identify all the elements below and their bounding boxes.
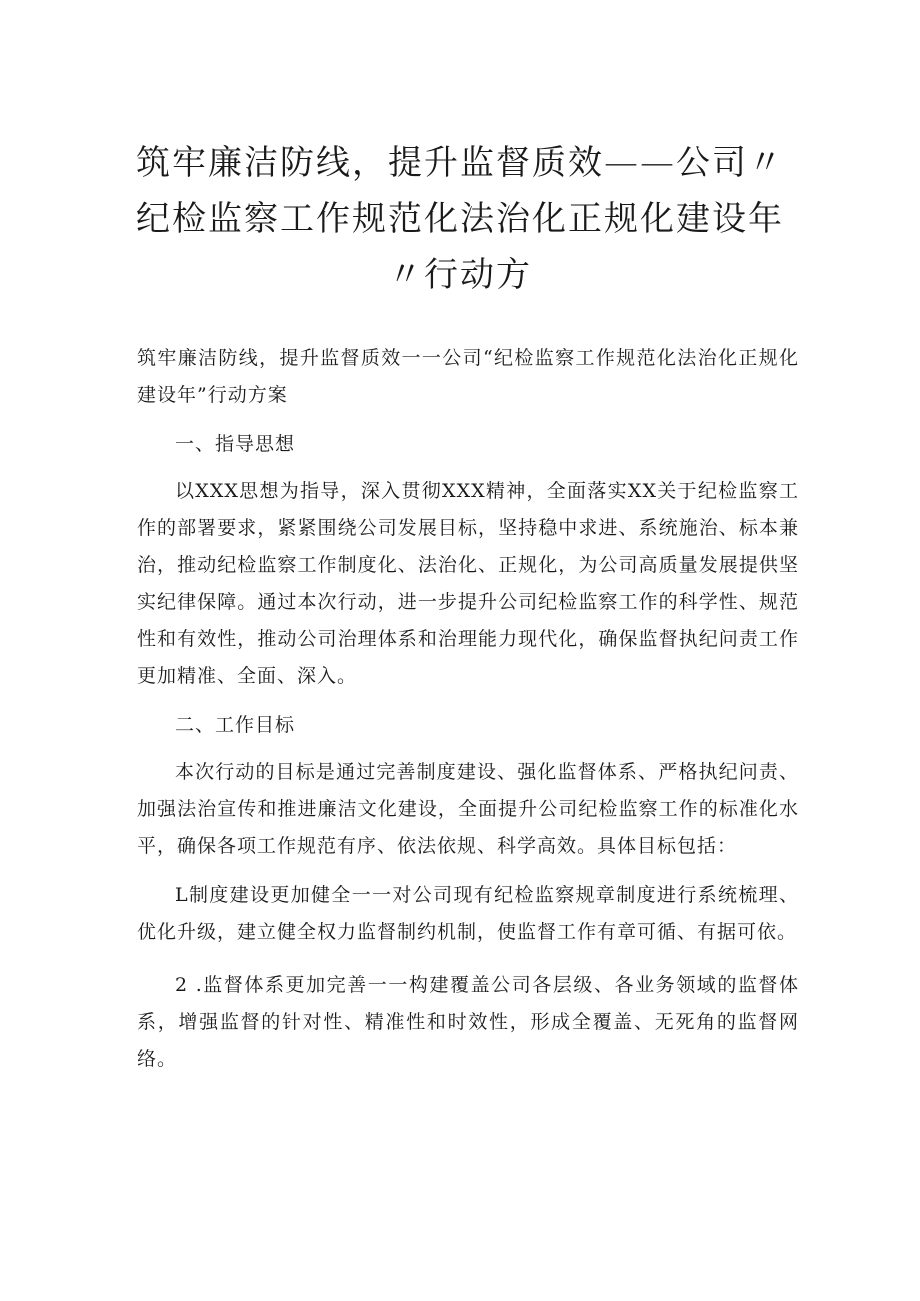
guiding-thought-paragraph: 以XXX思想为指导，深入贯彻XXX精神，全面落实XX关于纪检监察工作的部署要求，紧紧围绕公司发展目标，坚持稳中求进、系统施治、标本兼治，推动纪检监察工作制度化、法治化、正规化，为公司高质量发展提供坚实纪律保障。通过本次行动，进一步提升公司纪检监察工作的科学性、规范性和有效性，推动公司治理体系和治理能力现代化，确保监督执纪问责工作更加精准、全面、深入。	[137, 480, 799, 687]
document-subtitle: 筑牢廉洁防线，提升监督质效一一公司“纪检监察工作规范化法治化正规化建设年”行动方案	[137, 347, 799, 406]
section-heading-guiding-thought: 一、指导思想	[175, 433, 296, 455]
goal-item-2: 2 .监督体系更加完善一一构建覆盖公司各层级、各业务领域的监督体系，增强监督的针对性、精准性和时效性，形成全覆盖、无死角的监督网络。	[137, 974, 799, 1070]
document-title: 筑牢廉洁防线，提升监督质效——公司〃纪检监察工作规范化法治化正规化建设年〃行动方	[136, 143, 784, 295]
goal-item-1: L制度建设更加健全一一对公司现有纪检监察规章制度进行系统梳理、优化升级，建立健全权力监督制约机制，使监督工作有章可循、有据可依。	[137, 884, 799, 943]
section-heading-work-goals: 二、工作目标	[175, 714, 296, 736]
work-goals-paragraph: 本次行动的目标是通过完善制度建设、强化监督体系、严格执纪问责、加强法治宣传和推进廉洁文化建设，全面提升公司纪检监察工作的标准化水平，确保各项工作规范有序、依法依规、科学高效。具体目标包括：	[137, 761, 799, 857]
document-body	[137, 340, 799, 1078]
